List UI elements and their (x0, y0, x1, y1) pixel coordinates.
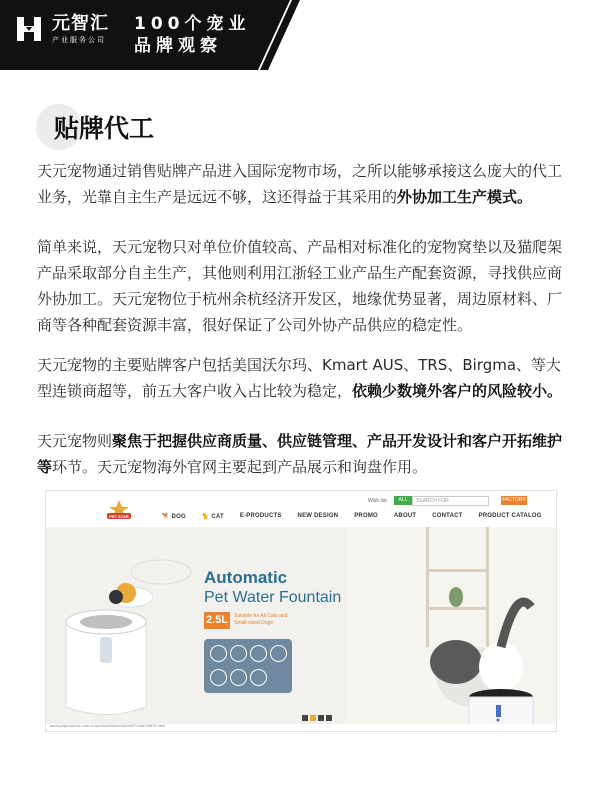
factory-button[interactable]: FACTORY (502, 497, 526, 503)
hero-title: Automatic (204, 568, 288, 587)
search-input[interactable]: SEARCH FOR (412, 496, 489, 506)
brand-subtitle: 产业服务公司 (52, 35, 106, 44)
p4-emphasis: 聚焦于把握供应商质量、供应链管理、产品开发设计和客户开拓维护等 (37, 432, 563, 476)
banner-title-line2: 品牌观察 (134, 36, 222, 56)
nav-item-product-catalog[interactable]: PRODUCT CATALOG (478, 513, 542, 519)
paragraph-production-model (37, 234, 565, 338)
safety-feature-icon (250, 669, 267, 686)
banner-title (134, 13, 251, 57)
search-category-button[interactable]: ALL (394, 496, 412, 505)
hero-banner[interactable] (46, 527, 556, 724)
paragraph-focus (37, 428, 565, 480)
nav-item-dog-label: DOG (171, 514, 186, 520)
bowl-feature-icon (230, 669, 247, 686)
site-header (46, 491, 556, 531)
p2-text: 简单来说，天元宠物只对单位价值较高、产品相对标准化的宠物窝垫以及猫爬架产品采取部分自主生产，其他则利用江浙轻工业产品生产配套资源，寻找供应商外协加工。天元宠物位于杭州余杭经济开发区，地缘优势显著，周边原材料、厂商等各种配套资源丰富，很好保证了公司外协产品供应的稳定性。 (37, 238, 563, 334)
carousel-dots (302, 715, 332, 721)
filter-feature-icon (210, 645, 227, 662)
quiet-feature-icon (250, 645, 267, 662)
website-screenshot (45, 490, 557, 732)
nav-item-promo[interactable]: PROMO (354, 513, 378, 519)
nav-item-cat-label: CAT (211, 514, 224, 520)
capacity-badge: 2.5L (204, 612, 230, 629)
carousel-dot[interactable] (302, 715, 308, 721)
page-url: www.petproducts.com.cn/product/index/cid/16871/sid/16876.html (50, 723, 166, 728)
capacity-note: Suitable for All Cats and Small-sized Dogs (234, 613, 288, 626)
nav-item-new-design[interactable]: NEW DESIGN (297, 513, 339, 519)
p3-text: 天元宠物的主要贴牌客户包括美国沃尔玛、Kmart AUS、TRS、Birgma、等大型连锁商超等，前五大客户收入占比较为稳定， (37, 356, 562, 400)
section-title: 贴牌代工 (54, 114, 155, 143)
p3-emphasis: 依赖少数境外客户的风险较小。 (352, 382, 563, 400)
water-feature-icon (230, 645, 247, 662)
hero-subtitle: Pet Water Fountain (204, 589, 342, 606)
nav-item-contact[interactable]: CONTACT (432, 513, 463, 519)
paragraph-customers (37, 352, 565, 404)
carousel-dot[interactable] (326, 715, 332, 721)
nav-item-cat[interactable]: 🐈 CAT (201, 514, 224, 520)
nav-item-dog[interactable]: 🐕 DOG (162, 514, 186, 520)
p1-text: 天元宠物通过销售贴牌产品进入国际宠物市场，之所以能够承接这么庞大的代工业务，光靠自主生产是远远不够，这还得益于其采用的 (37, 162, 563, 206)
nav-item-e-products[interactable]: E-PRODUCTS (239, 513, 282, 519)
site-logo-icon[interactable] (104, 499, 134, 523)
brand-logo (14, 14, 109, 44)
brand-name: 元智汇 (52, 12, 109, 34)
paragraph-oem-intro (37, 158, 565, 210)
carousel-dot[interactable] (318, 715, 324, 721)
site-logo-text: PET STAR (109, 514, 129, 519)
wishlist-link[interactable]: Wish list (368, 498, 387, 504)
light-feature-icon (210, 669, 227, 686)
feature-icons-panel (204, 639, 292, 693)
nav-item-about[interactable]: ABOUT (393, 513, 417, 519)
banner-title-line1: 100个宠业 (134, 14, 251, 34)
power-feature-icon (270, 645, 287, 662)
p4-text-a: 天元宠物则 (37, 432, 113, 450)
hero-illustration (46, 527, 556, 724)
site-nav (154, 513, 550, 520)
brand-mark-icon (14, 14, 44, 44)
header-banner (0, 0, 600, 70)
carousel-dot-active[interactable] (310, 715, 316, 721)
p1-emphasis: 外协加工生产模式。 (397, 188, 533, 206)
p4-text-c: 环节。天元宠物海外官网主要起到产品展示和询盘作用。 (52, 458, 428, 476)
